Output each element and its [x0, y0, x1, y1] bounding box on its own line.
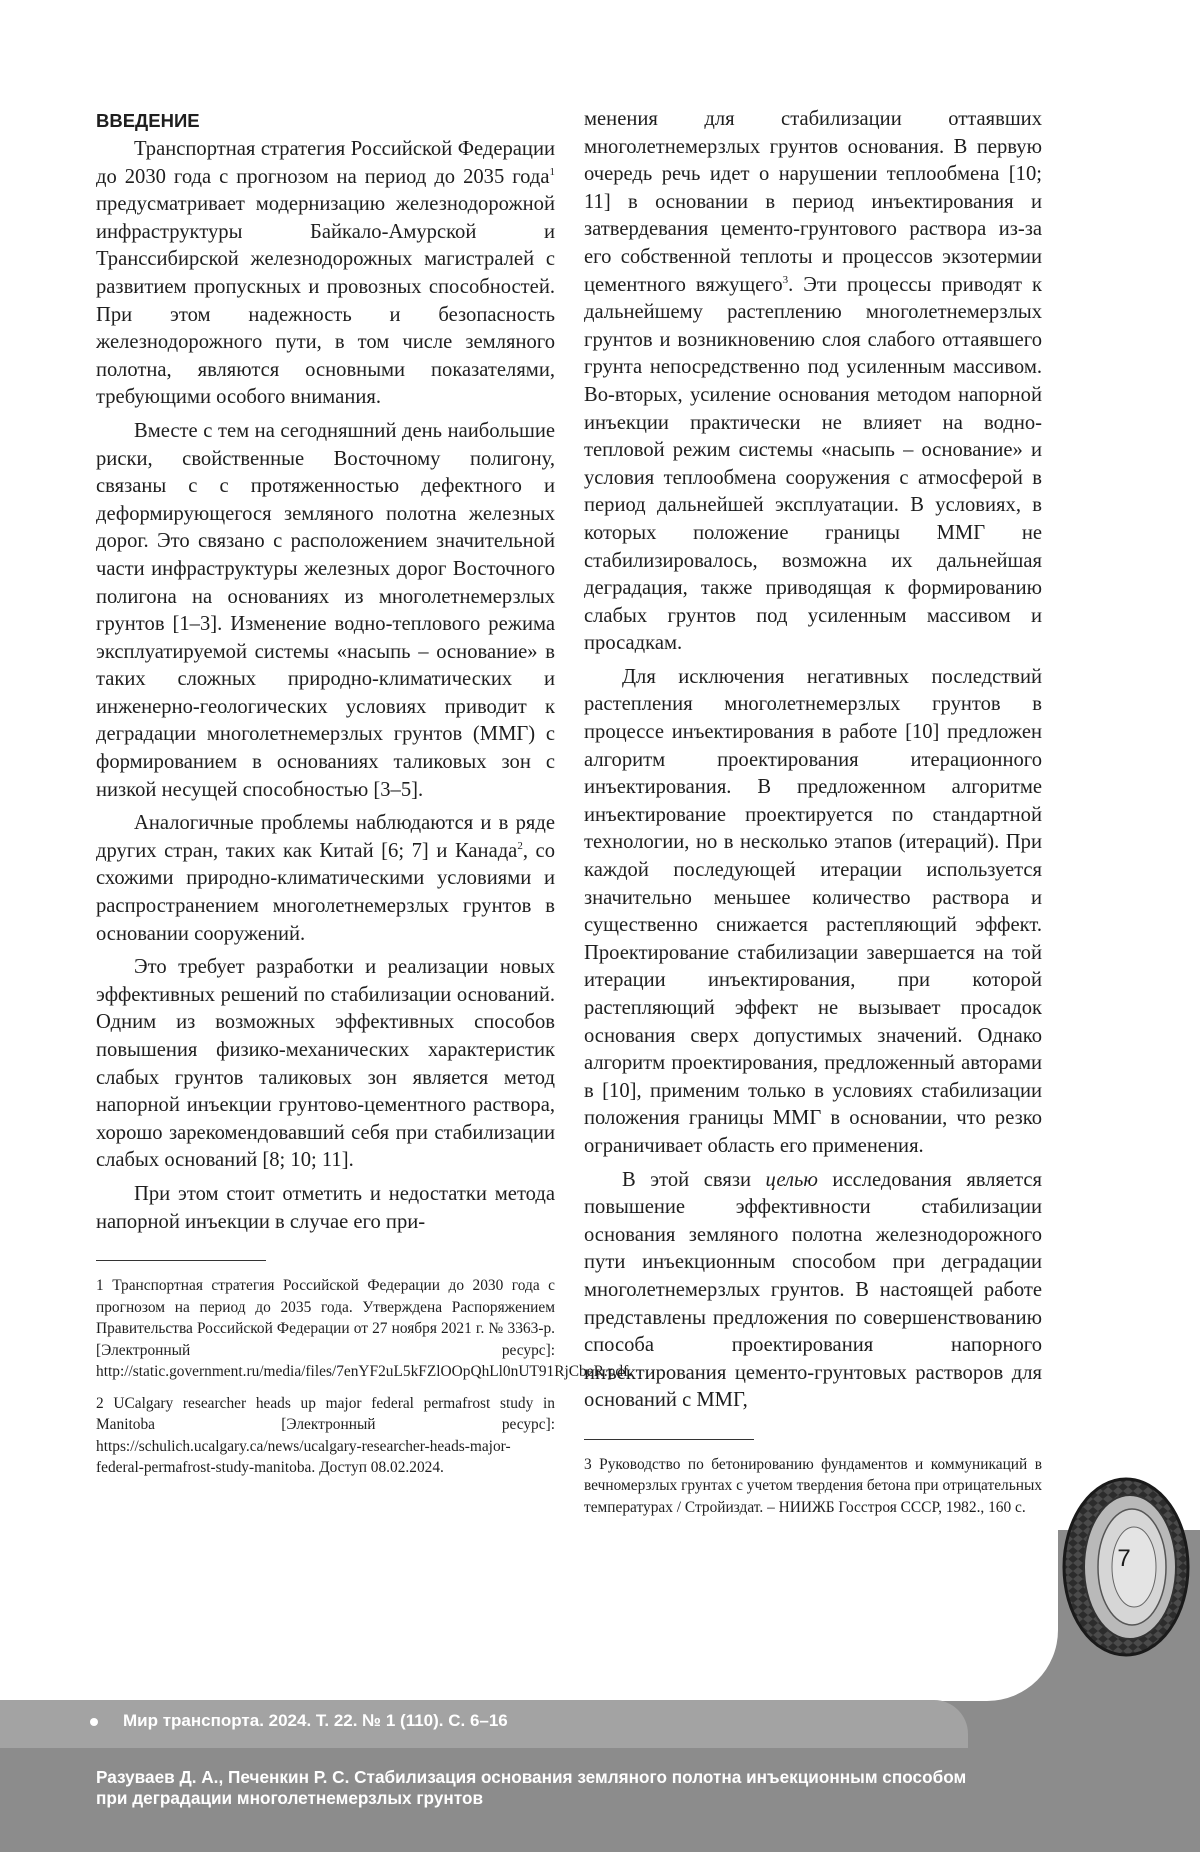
page-body-cutout [0, 1530, 1058, 1701]
footnote-ref[interactable]: 2 [517, 839, 523, 852]
right-column [584, 106, 1042, 1528]
paragraph: Аналогичные проблемы наблюдаются и в ряде других стран, таких как Китай [6; 7] и Канада$^2$, со схожими природно-климатическими условиями и распространением многолетнемерзлых грунтов в основании сооружений. [96, 812, 555, 945]
footnote-divider [584, 1439, 754, 1440]
footnote: 1 Транспортная стратегия Российской Федерации до 2030 года с прогнозом на период до 2035 года. Утверждена Распоряжением Правительства Российской Федерации от 27 ноября 2021 г. № 3363-р. [Электронный ресурс]: http://static.government.ru/media/files/7enYF2uL5kFZlOOpQhLl0nUT91RjCbeR.pdf. [96, 1277, 633, 1381]
bullet-icon [90, 1718, 98, 1726]
paragraph: Вместе с тем на сегодняшний день наибольшие риски, свойственные Восточному полигону, связаны с с протяженностью дефектного и деформирующегося земляного полотна железных дорог. Это связано с расположением значительной части инфраструктуры железных дорог Восточного полигона на основаниях из многолетнемерзлых грунтов [1–3]. Изменение водно-теплового режима эксплуатируемой системы «насыпь – основание» в таких сложных природно-климатических и инженерно-геологических условиях приводит к деградации многолетнемерзлых грунтов (ММГ) с формированием в основаниях таликовых зон с низкой несущей способностью [3–5]. [96, 419, 555, 801]
left-column [96, 106, 633, 1489]
paragraph: В этой связи целью исследования является повышение эффективности стабилизации основания земляного полотна железнодорожного пути инъекционным способом при деградации многолетнемерзлых грунтов. В настоящей работе представлены предложения по совершенствованию способа проектирования напорного инъектирования цементо-грунтовых растворов для оснований с ММГ, [584, 1168, 1042, 1412]
footnote-divider [96, 1260, 266, 1261]
paragraph: Для исключения негативных последствий растепления многолетнемерзлых грунтов в процессе инъектирования в работе [10] предложен алгоритм проектирования итерационного инъектирования. В предложенном алгоритме инъектирование проектируется по стандартной технологии, но в несколько этапов (итераций). При каждой последующей итерации используется значительно меньшее количество раствора и существенно снижается растепляющий эффект. Проектирование стабилизации завершается на той итерации инъектирования, при которой растепляющий эффект не вызывает просадок основания сверх допустимых значений. Однако алгоритм проектирования, предложенный авторами в [10], применим только в условиях стабилизации положения границы ММГ в основании, что резко ограничивает область его применения. [584, 665, 1042, 1157]
section-heading: ВВЕДЕНИЕ [96, 110, 200, 131]
paragraph: менения для стабилизации оттаявших многолетнемерзлых грунтов основания. В первую очередь речь идет о нарушении теплообмена [10; 11] в основании в период инъектирования и затвердевания цементо-грунтового раствора из-за его собственной теплоты и процессов экзотермии цементного вяжущего$^3$. Эти процессы приводят к дальнейшему растеплению многолетнемерзлых грунтов и возникновению слоя слабого оттаявшего грунта непосредственно под усиленным массивом. Во-вторых, усиление основания методом напорной инъекции практически не влияет на водно-тепловой режим системы «насыпь – основание» и условия теплообмена сооружения с атмосферой в период дальнейшей эксплуатации. В условиях, в которых положение границы ММГ не стабилизировалось, возможна их дальнейшая деградация, также приводящая к формированию слабых грунтов под усиленным массивом и просадкам. [584, 108, 1042, 655]
footnote-ref[interactable]: 1 [549, 165, 555, 178]
footnote: 3 Руководство по бетонированию фундаментов и коммуникаций в вечномерзлых грунтах с учетом твердения бетона при отрицательных температурах / Стройиздат. – НИИЖБ Госстроя СССР, 1982., 160 с. [584, 1455, 1043, 1516]
footnote: 2 UCalgary researcher heads up major federal permafrost study in Manitoba [Электронный ресурс]: https://schulich.ucalgary.ca/news/ucalgary-researcher-heads-major-federal-permafrost-study-manitoba. Доступ 08.02.2024. [96, 1394, 555, 1477]
journal-citation: Мир транспорта. 2024. Т. 22. № 1 (110). С. 6–16 [123, 1711, 508, 1730]
page-number: 7 [1117, 1545, 1131, 1572]
article-citation: Разуваев Д. А., Печенкин Р. С. Стабилизация основания земляного полотна инъекционным способом при деградации многолетнемерзлых грунтов [96, 1767, 967, 1808]
paragraph: Это требует разработки и реализации новых эффективных решений по стабилизации оснований. Одним из возможных эффективных способов повышения физико-механических характеристик слабых грунтов таликовых зон является метод напорной инъекции грунтово-цементного раствора, хорошо зарекомендовавший себя при стабилизации слабых оснований [8; 10; 11]. [96, 956, 555, 1172]
paragraph: При этом стоит отметить и недостатки метода напорной инъекции в случае его при- [96, 1182, 555, 1233]
paragraph: Транспортная стратегия Российской Федерации до 2030 года с прогнозом на период до 2035 года$^1$ предусматривает модернизацию железнодорожной инфраструктуры Байкало-Амурской и Транссибирской железнодорожных магистралей с развитием пропускных и провозных способностей. При этом надежность и безопасность железнодорожного пути, в том числе земляного полотна, являются основными показателями, требующими особого внимания. [96, 138, 555, 409]
footnote-ref[interactable]: 3 [782, 273, 789, 286]
